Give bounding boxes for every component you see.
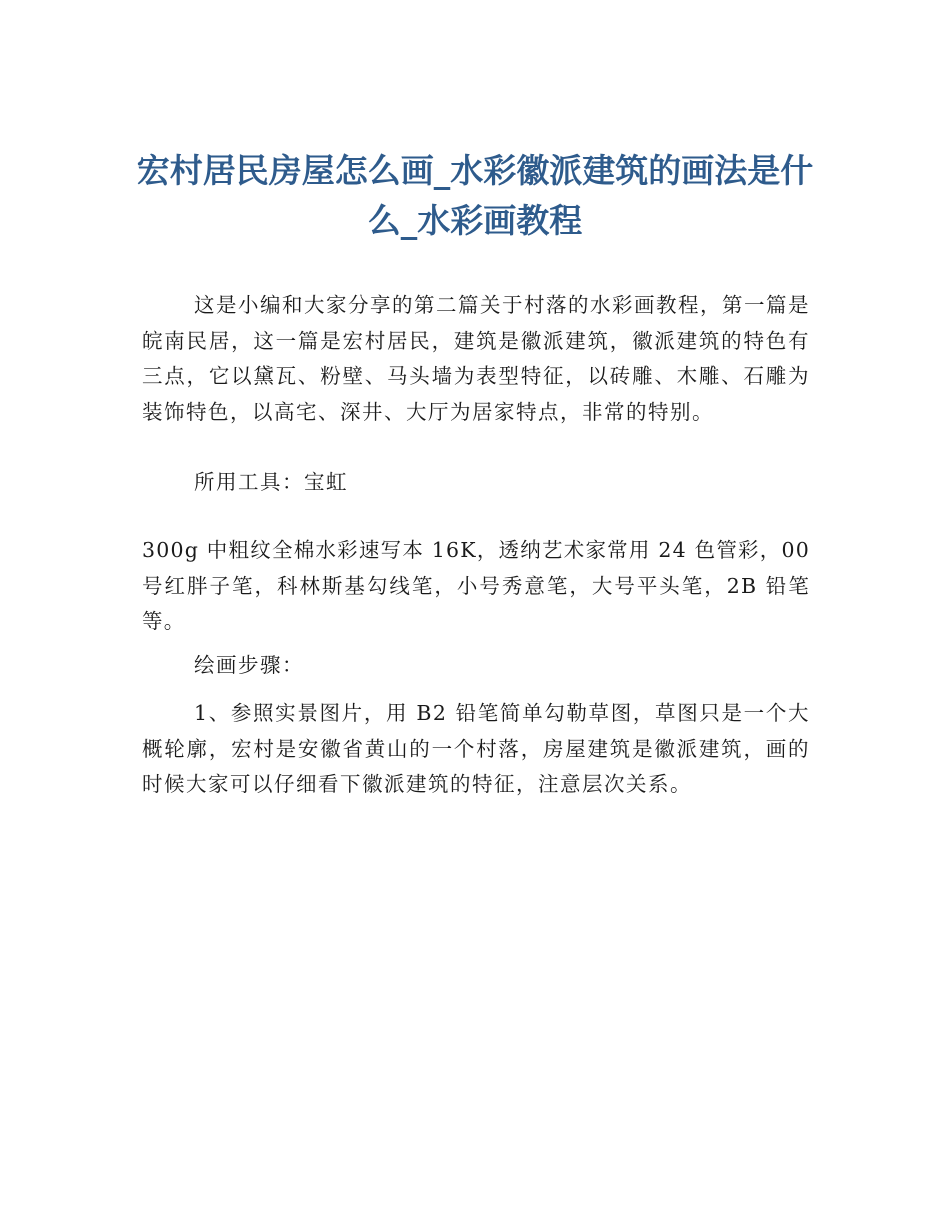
- document-title: 宏村居民房屋怎么画_水彩徽派建筑的画法是什么_水彩画教程: [136, 151, 814, 240]
- step-1-paragraph: 1、参照实景图片，用 B2 铅笔简单勾勒草图，草图只是一个大概轮廓，宏村是安徽省黄山的一个村落，房屋建筑是徽派建筑，画的时候大家可以仔细看下徽派建筑的特征，注意层次关系。: [142, 701, 810, 796]
- tools-label-paragraph: 所用工具：宝虹: [194, 470, 348, 494]
- steps-label-paragraph: 绘画步骤：: [194, 653, 304, 677]
- tools-list-paragraph: 300g 中粗纹全棉水彩速写本 16K，透纳艺术家常用 24 色管彩，00 号红胖子笔，科林斯基勾线笔，小号秀意笔，大号平头笔，2B 铅笔等。: [142, 538, 810, 633]
- intro-paragraph: 这是小编和大家分享的第二篇关于村落的水彩画教程，第一篇是皖南民居，这一篇是宏村居民，建筑是徽派建筑，徽派建筑的特色有三点，它以黛瓦、粉壁、马头墙为表型特征，以砖雕、木雕、石雕为装饰特色，以高宅、深井、大厅为居家特点，非常的特别。: [142, 293, 810, 424]
